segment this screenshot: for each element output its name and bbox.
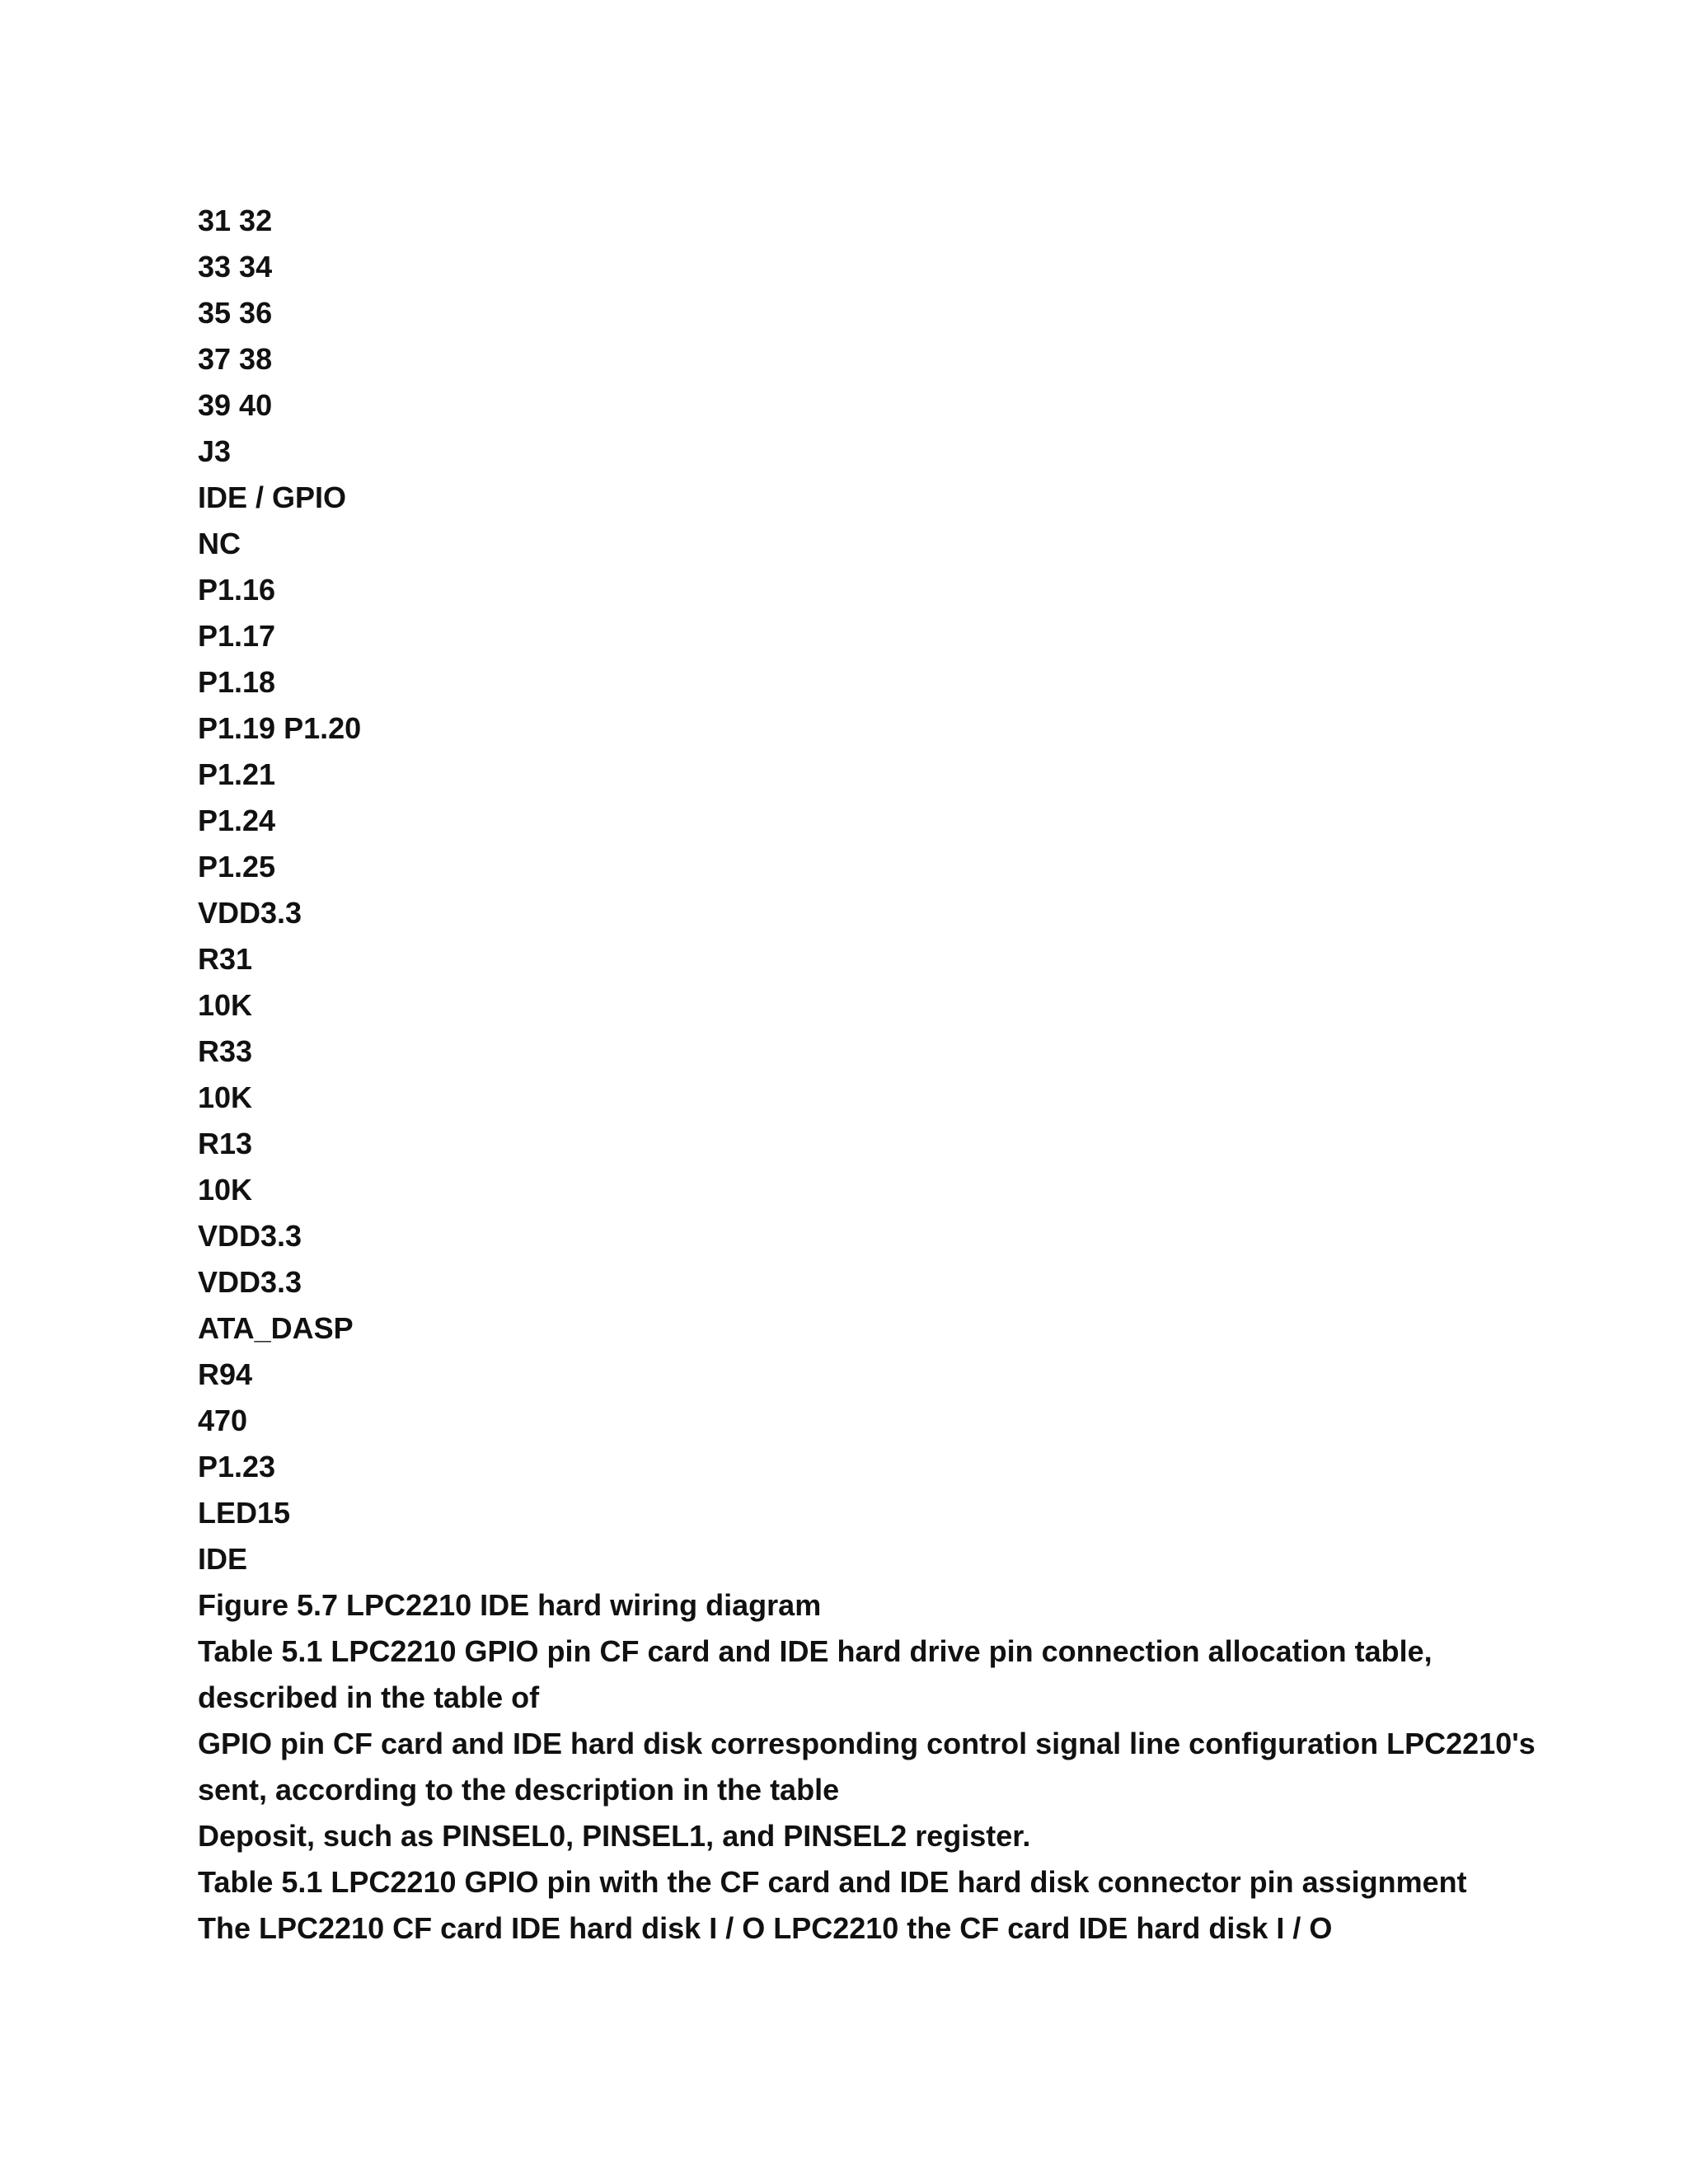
pin-pair-33-34: 33 34 xyxy=(198,250,273,284)
resistor-value: 470 xyxy=(198,1404,248,1437)
signal-label: P1.24 xyxy=(198,804,276,837)
table-caption: Table 5.1 LPC2210 GPIO pin with the CF card and IDE hard disk connector pin assignment xyxy=(198,1865,1467,1899)
signal-label: P1.23 xyxy=(198,1450,276,1483)
connector-type-label: IDE / GPIO xyxy=(198,480,347,514)
connector-type-label: IDE xyxy=(198,1542,248,1576)
body-text-line: Table 5.1 LPC2210 GPIO pin CF card and IDE hard drive pin connection allocation table, xyxy=(198,1634,1432,1668)
power-label: VDD3.3 xyxy=(198,896,302,930)
pin-pair-35-36: 35 36 xyxy=(198,296,273,330)
signal-label: P1.25 xyxy=(198,850,276,883)
resistor-value: 10K xyxy=(198,1173,253,1207)
body-text-line: sent, according to the description in the table xyxy=(198,1773,840,1807)
resistor-label: R13 xyxy=(198,1127,253,1160)
body-text-line: GPIO pin CF card and IDE hard disk corresponding control signal line configuration LPC2210's xyxy=(198,1727,1536,1760)
body-text-line: Deposit, such as PINSEL0, PINSEL1, and PINSEL2 register. xyxy=(198,1819,1031,1853)
resistor-label: R33 xyxy=(198,1034,253,1068)
document-page xyxy=(198,198,1536,1952)
resistor-label: R31 xyxy=(198,942,253,976)
signal-label: P1.17 xyxy=(198,619,276,653)
pin-pair-39-40: 39 40 xyxy=(198,388,273,422)
power-label: VDD3.3 xyxy=(198,1265,302,1299)
body-text-line: described in the table of xyxy=(198,1680,540,1714)
pin-pair-37-38: 37 38 xyxy=(198,342,273,376)
signal-label: NC xyxy=(198,527,241,560)
connector-label: J3 xyxy=(198,434,232,468)
led-label: LED15 xyxy=(198,1496,291,1530)
pin-pair-31-32: 31 32 xyxy=(198,204,273,237)
table-header-line: The LPC2210 CF card IDE hard disk I / O LPC2210 the CF card IDE hard disk I / O xyxy=(198,1911,1333,1945)
signal-label: P1.18 xyxy=(198,665,276,699)
resistor-label: R94 xyxy=(198,1357,253,1391)
resistor-value: 10K xyxy=(198,1080,253,1114)
signal-label: ATA_DASP xyxy=(198,1311,354,1345)
resistor-value: 10K xyxy=(198,988,253,1022)
power-label: VDD3.3 xyxy=(198,1219,302,1253)
signal-label: P1.19 P1.20 xyxy=(198,711,362,745)
signal-label: P1.21 xyxy=(198,757,276,791)
figure-caption: Figure 5.7 LPC2210 IDE hard wiring diagram xyxy=(198,1588,822,1622)
signal-label: P1.16 xyxy=(198,573,276,607)
